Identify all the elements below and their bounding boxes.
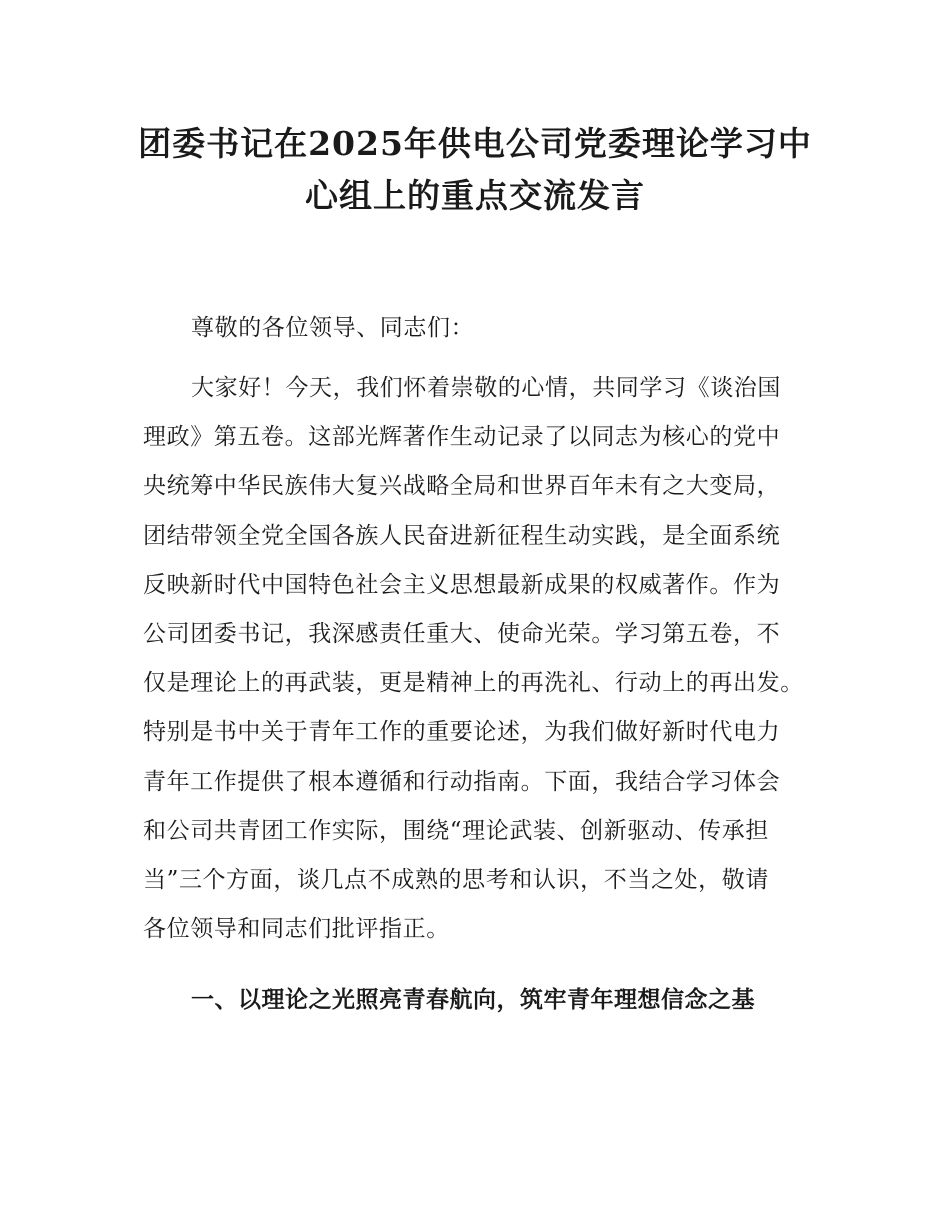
- paragraph-line: 央统筹中华民族伟大复兴战略全局和世界百年未有之大变局，: [143, 473, 781, 500]
- paragraph-line: 当”三个方面，谈几点不成熟的思考和认识，不当之处，敬请: [143, 867, 769, 894]
- title-line: 团委书记在2025年供电公司党委理论学习中: [138, 124, 812, 163]
- section-heading: 一、以理论之光照亮青春航向，筑牢青年理想信念之基: [191, 987, 755, 1013]
- paragraph-line: 青年工作提供了根本遵循和行动指南。下面，我结合学习体会: [143, 768, 781, 795]
- paragraph-line: 理政》第五卷。这部光辉著作生动记录了以同志为核心的党中: [143, 424, 781, 451]
- paragraph-line: 特别是书中关于青年工作的重要论述，为我们做好新时代电力: [143, 719, 781, 746]
- intro-paragraph: [143, 364, 823, 954]
- paragraph-line: 和公司共青团工作实际，围绕“理论武装、创新驱动、传承担: [143, 817, 769, 844]
- paragraph-line: 各位领导和同志们批评指正。: [143, 916, 450, 943]
- paragraph-line: 仅是理论上的再武装，更是精神上的再洗礼、行动上的再出发。: [143, 670, 804, 697]
- salutation-text: 尊敬的各位领导、同志们：: [191, 315, 475, 341]
- document-title: [100, 118, 850, 222]
- paragraph-line: 公司团委书记，我深感责任重大、使命光荣。学习第五卷，不: [143, 621, 781, 648]
- title-line: 心组上的重点交流发言: [305, 176, 645, 215]
- paragraph-line: 大家好！今天，我们怀着崇敬的心情，共同学习《谈治国: [191, 375, 781, 401]
- salutation: [143, 304, 823, 353]
- paragraph-line: 反映新时代中国特色社会主义思想最新成果的权威著作。作为: [143, 571, 781, 598]
- paragraph-line: 团结带领全党全国各族人民奋进新征程生动实践，是全面系统: [143, 522, 781, 549]
